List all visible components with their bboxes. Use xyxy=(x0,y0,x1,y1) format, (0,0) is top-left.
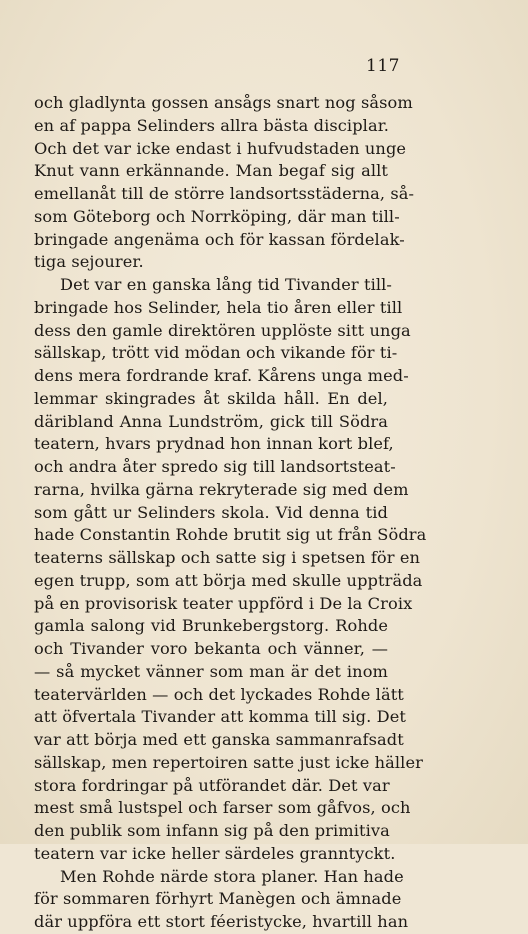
text-line: sällskap, trött vid mödan och vikande för ti- xyxy=(34,343,398,363)
text-line: hade Constantin Rohde brutit sig ut från Södra xyxy=(34,525,427,545)
text-line: rarna, hvilka gärna rekryterade sig med dem xyxy=(34,479,409,499)
text-line: teatern, hvars prydnad hon innan kort blef, xyxy=(34,434,394,454)
text-line: däribland Anna Lundström, gick till Södra xyxy=(34,411,388,431)
text-line: stora fordringar på utförandet där. Det var xyxy=(34,775,390,795)
text-line: och gladlynta gossen ansågs snart nog såsom xyxy=(34,93,413,112)
text-line: som gått ur Selinders skola. Vid denna tid xyxy=(34,502,388,522)
text-line: teatern var icke heller särdeles granntyckt. xyxy=(34,843,396,863)
text-line: den publik som infann sig på den primitiva xyxy=(34,821,390,840)
text-line: tiga sejourer. xyxy=(34,252,144,272)
text-line: teatervärlden — och det lyckades Rohde lätt xyxy=(34,684,404,704)
text-line: där uppföra ett stort féeristycke, hvartill han xyxy=(34,912,409,931)
text-line: och andra åter spredo sig till landsortsteat- xyxy=(34,457,396,476)
text-line: — så mycket vänner som man är det inom xyxy=(34,661,388,681)
body-text xyxy=(34,92,427,934)
text-line: att öfvertala Tivander att komma till sig. Det xyxy=(34,707,406,727)
text-line: Knut vann erkännande. Man begaf sig allt xyxy=(34,161,388,181)
text-line: bringade angenäma och för kassan fördelak- xyxy=(34,229,405,249)
text-line: lemmar skingrades åt skilda håll. En del, xyxy=(34,388,388,408)
text-line: teaterns sällskap och satte sig i spetsen för en xyxy=(34,548,421,567)
text-line: för sommaren förhyrt Manègen och ämnade xyxy=(34,889,402,909)
text-line: gamla salong vid Brunkebergstorg. Rohde xyxy=(34,616,388,636)
text-line: bringade hos Selinder, hela tio åren eller till xyxy=(34,297,403,317)
text-line: sällskap, men repertoiren satte just icke häller xyxy=(34,752,423,772)
page-number: 117 xyxy=(366,56,400,76)
text-line: dess den gamle direktören upplöste sitt unga xyxy=(34,320,411,340)
text-line: en af pappa Selinders allra bästa disciplar. xyxy=(34,115,389,135)
text-line: på en provisorisk teater uppförd i De la Croix xyxy=(34,593,413,613)
text-line: egen trupp, som att börja med skulle uppträda xyxy=(34,570,423,590)
text-line: som Göteborg och Norrköping, där man till- xyxy=(34,206,400,226)
text-line: var att börja med ett ganska sammanrafsadt xyxy=(34,730,404,749)
text-line: Och det var icke endast i hufvudstaden unge xyxy=(34,138,407,158)
text-line: mest små lustspel och farser som gåfvos, och xyxy=(34,798,411,818)
text-line: Det var en ganska lång tid Tivander till- xyxy=(60,275,392,294)
text-line: och Tivander voro bekanta och vänner, — xyxy=(34,639,388,658)
text-line: Men Rohde närde stora planer. Han hade xyxy=(60,866,404,886)
text-line: dens mera fordrande kraf. Kårens unga med- xyxy=(34,366,409,385)
text-line: emellanåt till de större landsortsstäderna, så- xyxy=(34,184,415,203)
